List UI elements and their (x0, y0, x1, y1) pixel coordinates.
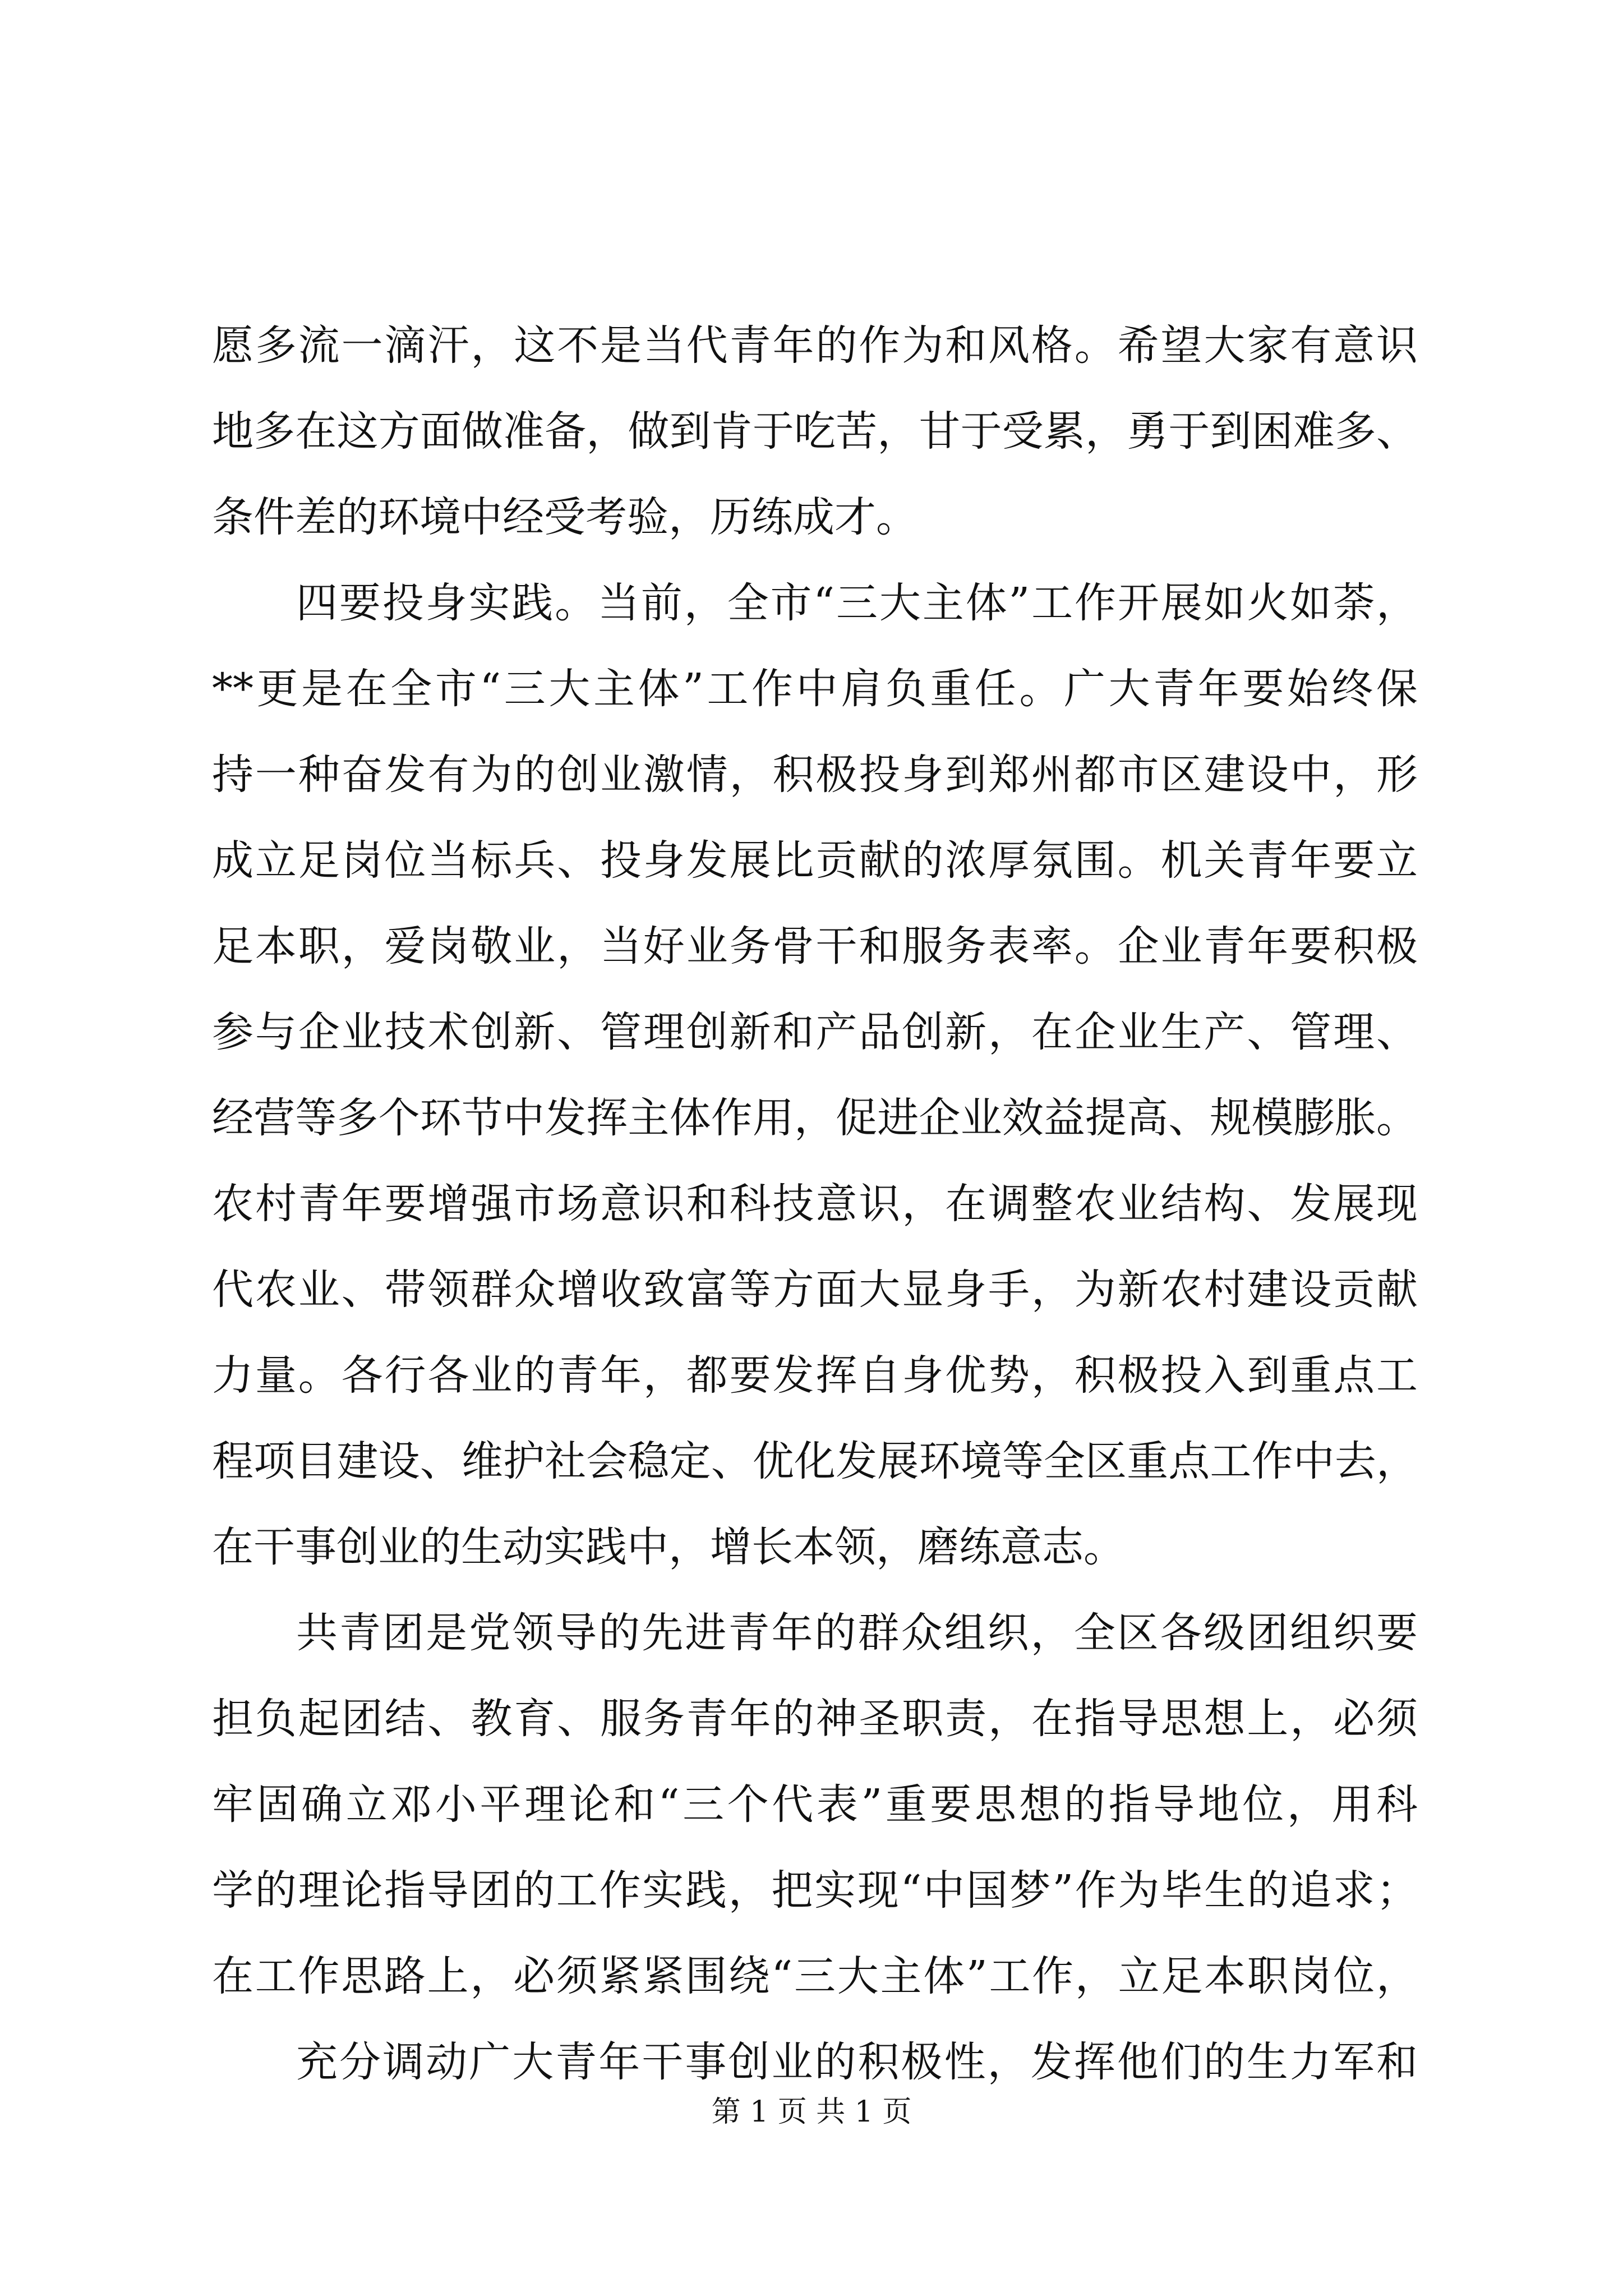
text-line: 在干事创业的生动实践中，增长本领，磨练意志。 (212, 1523, 1125, 1571)
text-line: 牢固确立邓小平理论和“三个代表”重要思想的指导地位，用科 (212, 1780, 1418, 1829)
text-line: 农村青年要增强市场意识和科技意识，在调整农业结构、发展现 (212, 1180, 1418, 1228)
text-line: 地多在这方面做准备，做到肯于吃苦，甘于受累，勇于到困难多、 (212, 407, 1418, 455)
text-line: 程项目建设、维护社会稳定、优化发展环境等全区重点工作中去， (212, 1437, 1418, 1485)
text-line: 足本职，爱岗敬业，当好业务骨干和服务表率。企业青年要积极 (212, 922, 1418, 970)
text-line: 担负起团结、教育、服务青年的神圣职责，在指导思想上，必须 (212, 1695, 1418, 1743)
text-line: 持一种奋发有为的创业激情，积极投身到郑州都市区建设中，形 (212, 751, 1418, 799)
text-line: 在工作思路上，必须紧紧围绕“三大主体”工作，立足本职岗位， (212, 1952, 1418, 2000)
text-line: 经营等多个环节中发挥主体作用，促进企业效益提高、规模膨胀。 (212, 1094, 1418, 1142)
text-line: 条件差的环境中经受考验，历练成才。 (212, 493, 917, 541)
text-line: 力量。各行各业的青年，都要发挥自身优势，积极投入到重点工 (212, 1351, 1418, 1400)
text-line: 成立足岗位当标兵、投身发展比贡献的浓厚氛围。机关青年要立 (212, 836, 1418, 885)
text-line: 代农业、带领群众增收致富等方面大显身手，为新农村建设贡献 (212, 1266, 1418, 1314)
document-body (212, 303, 1418, 2105)
text-line: 愿多流一滴汗，这不是当代青年的作为和风格。希望大家有意识 (212, 321, 1418, 370)
text-line: 共青团是党领导的先进青年的群众组织，全区各级团组织要 (296, 1609, 1418, 1657)
text-line: 学的理论指导团的工作实践，把实现“中国梦”作为毕生的追求； (212, 1866, 1418, 1915)
text-line: 四要投身实践。当前，全市“三大主体”工作开展如火如荼， (296, 579, 1418, 627)
text-line: 参与企业技术创新、管理创新和产品创新，在企业生产、管理、 (212, 1008, 1418, 1056)
page-footer: 第 1 页 共 1 页 (711, 2095, 912, 2129)
text-line: 充分调动广大青年干事创业的积极性，发挥他们的生力军和 (296, 2038, 1418, 2086)
text-line: **更是在全市“三大主体”工作中肩负重任。广大青年要始终保 (212, 665, 1418, 713)
